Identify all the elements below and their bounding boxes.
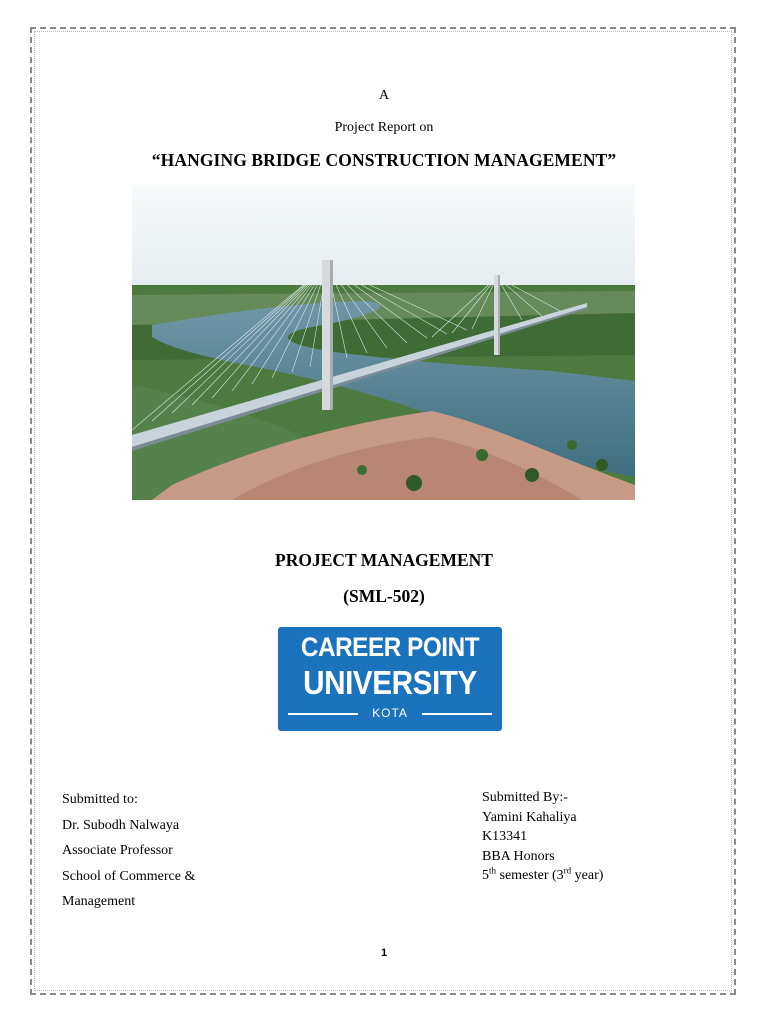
supervisor-school-line2: Management [62, 894, 136, 909]
supervisor-designation: Associate Professor [62, 843, 173, 858]
submitted-to-label: Submitted to: [62, 792, 138, 807]
university-logo [278, 627, 502, 731]
logo-line-1: CAREER POINT [300, 632, 480, 662]
logo-rule-right [422, 713, 492, 715]
course-name: PROJECT MANAGEMENT [275, 550, 493, 570]
student-id: K13341 [482, 829, 528, 845]
supervisor-name: Dr. Subodh Nalwaya [62, 817, 180, 833]
submitted-to-block [62, 787, 195, 915]
page-number: 1 [380, 947, 388, 959]
logo-line-2: UNIVERSITY [303, 664, 477, 701]
report-title: “HANGING BRIDGE CONSTRUCTION MANAGEMENT” [151, 150, 617, 170]
course-code: (SML-502) [343, 586, 425, 606]
supervisor-school-line1: School of Commerce & [62, 868, 196, 884]
logo-line-3: KOTA [372, 706, 408, 720]
student-program: BBA Honors [482, 848, 555, 864]
student-name: Yamini Kahaliya [482, 809, 577, 825]
submitted-by-block [482, 788, 603, 886]
article-label: A [378, 88, 390, 103]
submitted-by-label: Submitted By:- [482, 790, 568, 805]
bridge-photo [132, 185, 635, 500]
student-semester: 5th semester (3rd year) [482, 865, 604, 884]
bridge-illustration [132, 185, 635, 500]
report-subtitle: Project Report on [334, 120, 434, 135]
